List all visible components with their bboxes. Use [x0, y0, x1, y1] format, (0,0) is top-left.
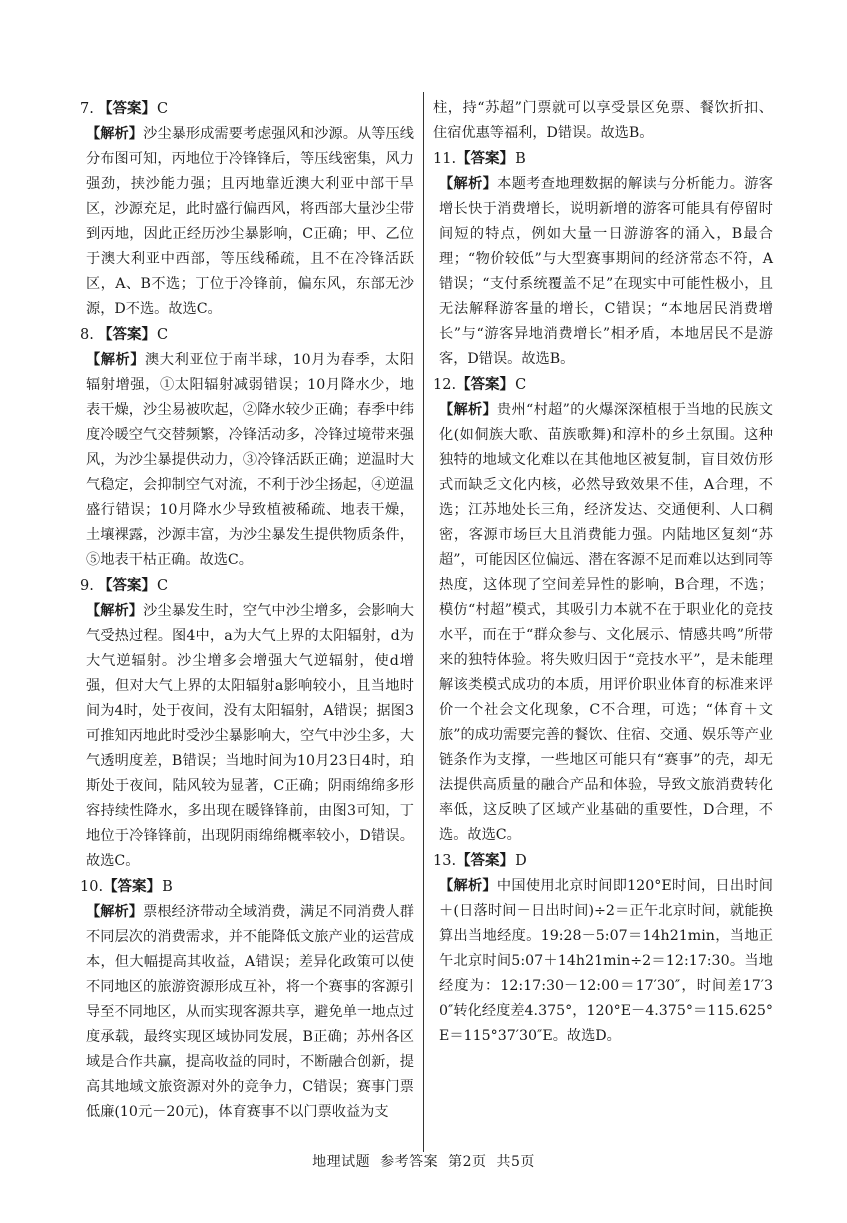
answer-label: 【答案】	[456, 376, 515, 393]
answer-value: C	[157, 327, 169, 343]
answer-line	[80, 96, 414, 122]
footer-doc-type: 参考答案	[380, 1154, 439, 1170]
analysis-label: 【解析】	[439, 878, 497, 894]
analysis-paragraph	[433, 874, 773, 1049]
question-12	[433, 372, 773, 848]
analysis-text: 票根经济带动全域消费，满足不同消费人群不同层次的消费需求，并不能降低文旅产业的运营成本，但大幅提高其收益，A错误；差异化政策可以使不同地区的旅游资源形成互补，将一个赛事的客源引导至不同地区，从而实现客源共享，避免单一地点过度承载，最终实现区域协同发展，B正确；苏州各区域是合作共赢，提高收益的同时，不断融合创新，提高其地域文旅资源对外的竞争力，C错误；赛事门票低廉(10元－20元)，体育赛事不以门票收益为支	[86, 904, 414, 1120]
analysis-paragraph	[80, 348, 414, 573]
answer-value: C	[157, 578, 169, 594]
question-number: 11.	[433, 151, 457, 167]
answer-label: 【答案】	[98, 326, 156, 343]
question-number: 10.	[80, 879, 104, 895]
answer-value: B	[515, 151, 526, 167]
analysis-paragraph	[80, 122, 414, 322]
right-column	[433, 96, 773, 1049]
answer-value: C	[157, 101, 169, 117]
question-7	[80, 96, 414, 322]
analysis-text: 贵州“村超”的火爆深深植根于当地的民族文化(如侗族大歌、苗族歌舞)和淳朴的乡土氛围。这种独特的地域文化难以在其他地区被复制，盲目效仿形式而缺乏文化内核，必然导致效果不佳，A合理，不选；江苏地处长三角，经济发达、交通便利、人口稠密，客源市场巨大且消费能力强。内陆地区复刻“苏超”，可能因区位偏远、潜在客源不足而难以达到同等热度，这体现了空间差异性的影响，B合理，不选；模仿“村超”模式，其吸引力本就不在于职业化的竞技水平，而在于“群众参与、文化展示、情感共鸣”所带来的独特体验。将失败归因于“竞技水平”，是未能理解该类模式成功的本质，用评价职业体育的标准来评价一个社会文化现象，C不合理，可选；“体育＋文旅”的成功需要完善的餐饮、住宿、交通、娱乐等产业链条作为支撑，一些地区可能只有“赛事”的壳，却无法提供高质量的融合产品和体验，导致文旅消费转化率低，这反映了区域产业基础的重要性，D合理，不选。故选C。	[439, 402, 773, 843]
question-10-continuation: 柱，持“苏超”门票就可以享受景区免票、餐饮折扣、住宿优惠等福利，D错误。故选B。	[433, 100, 773, 141]
question-number: 7.	[80, 101, 94, 117]
analysis-paragraph	[80, 599, 414, 874]
analysis-paragraph	[433, 398, 773, 848]
left-column	[80, 96, 414, 1125]
footer-page-number: 第2页	[448, 1154, 487, 1170]
analysis-label: 【解析】	[86, 904, 144, 920]
answer-value: D	[515, 853, 527, 869]
analysis-label: 【解析】	[439, 176, 498, 192]
answer-value: C	[515, 377, 527, 393]
answer-label: 【答案】	[103, 878, 162, 895]
question-number: 9.	[80, 578, 94, 594]
footer-subject: 地理试题	[312, 1154, 371, 1170]
answer-line	[80, 573, 414, 599]
analysis-label: 【解析】	[86, 126, 144, 142]
question-13	[433, 848, 773, 1049]
answer-line	[433, 372, 773, 398]
analysis-text: 中国使用北京时间即120°E时间，日出时间＋(日落时间－日出时间)÷2＝正午北京时间，就能换算出当地经度。19:28－5:07＝14h21min，当地正午北京时间5:07＋14h21min÷2＝12:17:30。当地经度为：12:17:30－12:00＝17′30″，时间差17′30″转化经度差4.375°，120°E－4.375°＝115.625°E＝115°37′30″E。故选D。	[439, 878, 773, 1044]
question-11	[433, 146, 773, 372]
footer-total-pages: 共5页	[496, 1154, 535, 1170]
question-9	[80, 573, 414, 874]
analysis-text: 沙尘暴形成需要考虑强风和沙源。从等压线分布图可知，丙地位于冷锋锋后，等压线密集，风力强劲，挟沙能力强；且丙地靠近澳大利亚中部干旱区，沙源充足，此时盛行偏西风，将西部大量沙尘带到丙地，因此正经历沙尘暴影响，C正确；甲、乙位于澳大利亚中西部，等压线稀疏，且不在冷锋活跃区，A、B不选；丁位于冷锋前，偏东风，东部无沙源，D不选。故选C。	[86, 126, 414, 317]
question-number: 8.	[80, 327, 94, 343]
answer-line	[80, 874, 414, 900]
analysis-label: 【解析】	[86, 603, 144, 619]
question-number: 13.	[433, 853, 457, 869]
analysis-text: 沙尘暴发生时，空气中沙尘增多，会影响大气受热过程。图4中，a为大气上界的太阳辐射，d为大气逆辐射。沙尘增多会增强大气逆辐射，使d增强，但对大气上界的太阳辐射a影响较小，且当地时间为4时，处于夜间，没有太阳辐射，A错误；据图3可推知丙地此时受沙尘暴影响大，空气中沙尘多，大气透明度差，B错误；当地时间为10月23日4时，珀斯处于夜间，陆风较为显著，C正确；阴雨绵绵多形容持续性降水，多出现在暖锋锋前，由图3可知，丁地位于冷锋锋前，出现阴雨绵绵概率较小，D错误。故选C。	[86, 603, 414, 869]
analysis-label: 【解析】	[439, 402, 498, 418]
answer-label: 【答案】	[456, 852, 515, 869]
answer-label: 【答案】	[98, 577, 156, 594]
question-10	[80, 874, 414, 1125]
question-8	[80, 322, 414, 573]
analysis-text: 澳大利亚位于南半球，10月为春季，太阳辐射增强，①太阳辐射减弱错误；10月降水少，地表干燥，沙尘易被吹起，②降水较少正确；春季中纬度冷暖空气交替频繁，冷锋活动多，冷锋过境带来强风，为沙尘暴提供动力，③冷锋活跃正确；逆温时大气稳定，会抑制空气对流，不利于沙尘扬起，④逆温盛行错误；10月降水少导致植被稀疏、地表干燥，土壤裸露，沙源丰富，为沙尘暴发生提供物质条件，⑤地表干枯正确。故选C。	[86, 352, 414, 568]
analysis-paragraph	[80, 900, 414, 1125]
answer-value: B	[162, 879, 173, 895]
answer-label: 【答案】	[456, 150, 515, 167]
answer-line	[433, 848, 773, 874]
answer-line	[433, 146, 773, 172]
column-divider	[423, 92, 424, 1152]
analysis-paragraph	[433, 172, 773, 372]
question-number: 12.	[433, 377, 457, 393]
answer-line	[80, 322, 414, 348]
answer-label: 【答案】	[98, 100, 156, 117]
analysis-text: 本题考查地理数据的解读与分析能力。游客增长快于消费增长，说明新增的游客可能具有停留时间短的特点，例如大量一日游游客的涌入，B最合理；“物价较低”与大型赛事期间的经济常态不符，A错误；“支付系统覆盖不足”在现实中可能性极小，且无法解释游客量的增长，C错误；“本地居民消费增长”与“游客异地消费增长”相矛盾，本地居民不是游客，D错误。故选B。	[439, 176, 773, 367]
analysis-label: 【解析】	[86, 352, 146, 368]
page-footer	[0, 1152, 847, 1172]
